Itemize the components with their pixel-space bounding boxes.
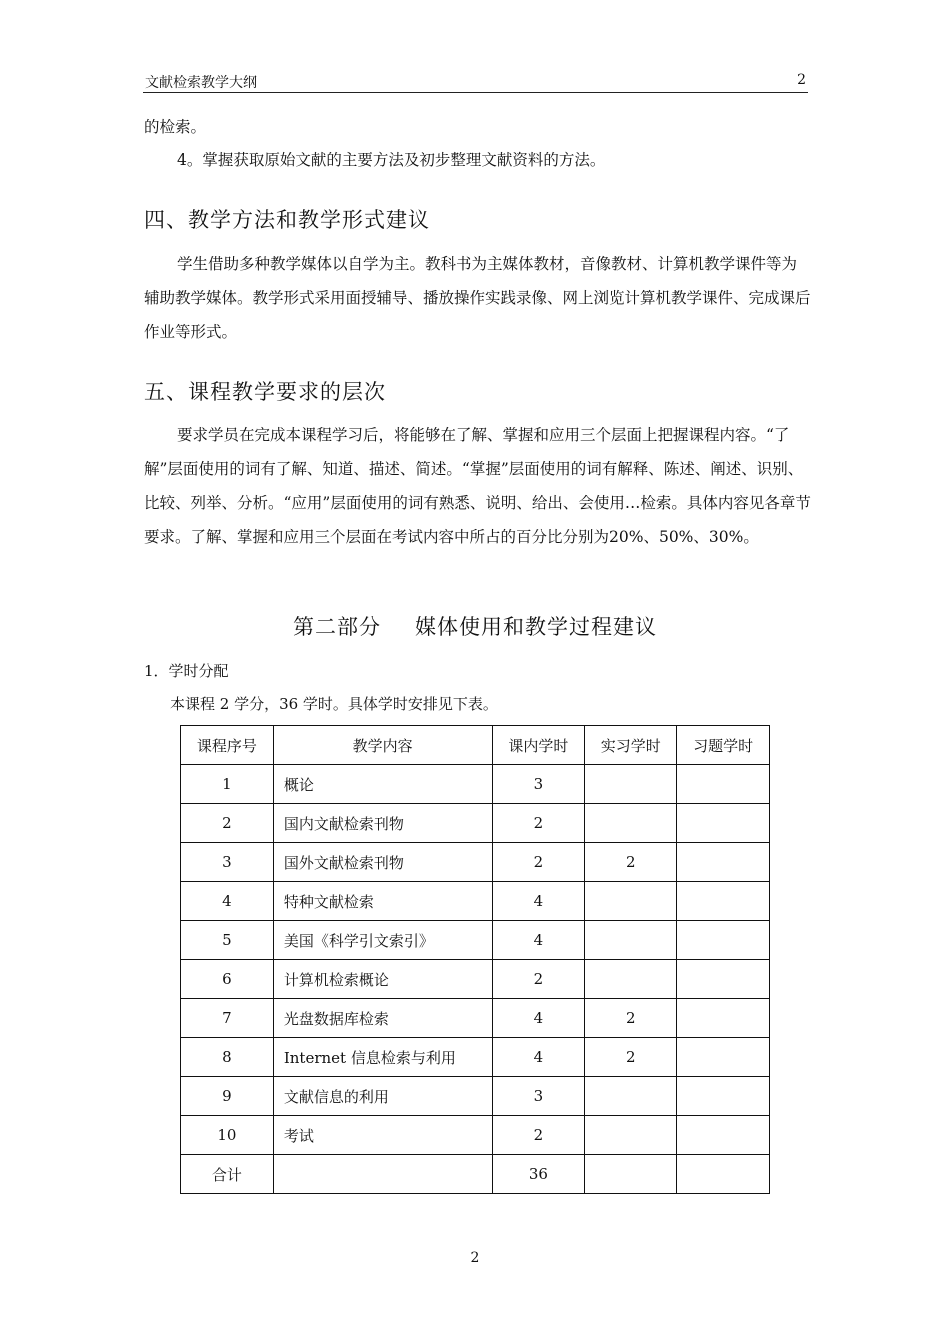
col-header-seq: 课程序号 — [181, 726, 274, 765]
cell-seq: 8 — [181, 1038, 274, 1077]
cell-content: 国内文献检索刊物 — [273, 804, 492, 843]
cell-exercise-hours — [677, 1077, 770, 1116]
part-2-label: 第二部分 — [293, 615, 381, 639]
section-5-body: 要求学员在完成本课程学习后，将能够在了解、掌握和应用三个层面上把握课程内容。“了解”层面使用的词有了解、知道、描述、简述。“掌握”层面使用的词有解释、陈述、阐述、识别、比较、列举、分析。“应用”层面使用的词有熟悉、说明、给出、会使用…检索。具体内容见各章节要求。了解、掌握和应用三个层面在考试内容中所占的百分比分别为20%、50%、30%。 — [144, 426, 811, 546]
cell-exercise-hours — [677, 1116, 770, 1155]
cell-seq: 4 — [181, 882, 274, 921]
cell-content: 文献信息的利用 — [273, 1077, 492, 1116]
table-row — [181, 1077, 770, 1116]
cell-practice-hours — [585, 765, 677, 804]
cell-content — [273, 1155, 492, 1194]
section-4-heading: 四、教学方法和教学形式建议 — [144, 208, 430, 232]
section-5-heading: 五、课程教学要求的层次 — [144, 380, 386, 404]
cell-content: 特种文献检索 — [273, 882, 492, 921]
page-footer-number: 2 — [470, 1250, 480, 1266]
cell-content: 概论 — [273, 765, 492, 804]
cell-class-hours: 4 — [492, 921, 585, 960]
cell-practice-hours: 2 — [585, 843, 677, 882]
col-header-exercise-hours: 习题学时 — [677, 726, 770, 765]
cell-exercise-hours — [677, 960, 770, 999]
col-header-class-hours: 课内学时 — [492, 726, 585, 765]
cell-seq: 10 — [181, 1116, 274, 1155]
cell-practice-hours: 2 — [585, 1038, 677, 1077]
table-row — [181, 765, 770, 804]
cell-practice-hours — [585, 1077, 677, 1116]
cell-content: 美国《科学引文索引》 — [273, 921, 492, 960]
cell-practice-hours — [585, 960, 677, 999]
cell-class-hours: 2 — [492, 843, 585, 882]
cell-seq: 1 — [181, 765, 274, 804]
cell-practice-hours — [585, 882, 677, 921]
cell-practice-hours — [585, 1116, 677, 1155]
cell-class-hours: 2 — [492, 804, 585, 843]
cell-exercise-hours — [677, 999, 770, 1038]
cell-content: Internet 信息检索与利用 — [273, 1038, 492, 1077]
cell-seq: 2 — [181, 804, 274, 843]
col-header-content: 教学内容 — [273, 726, 492, 765]
cell-exercise-hours — [677, 1038, 770, 1077]
table-row — [181, 1116, 770, 1155]
cell-class-hours: 2 — [492, 960, 585, 999]
cell-exercise-hours — [677, 921, 770, 960]
cell-class-hours: 4 — [492, 1038, 585, 1077]
schedule-table — [180, 725, 770, 1194]
cell-practice-hours — [585, 1155, 677, 1194]
cell-exercise-hours — [677, 1155, 770, 1194]
cell-content: 计算机检索概论 — [273, 960, 492, 999]
cell-seq: 6 — [181, 960, 274, 999]
cell-class-hours: 3 — [492, 765, 585, 804]
cell-content: 国外文献检索刊物 — [273, 843, 492, 882]
cell-seq: 7 — [181, 999, 274, 1038]
intro-line-1: 的检索。 — [144, 118, 207, 136]
cell-practice-hours: 2 — [585, 999, 677, 1038]
cell-exercise-hours — [677, 882, 770, 921]
table-row — [181, 843, 770, 882]
cell-content: 考试 — [273, 1116, 492, 1155]
cell-class-hours: 4 — [492, 999, 585, 1038]
table-total-row — [181, 1155, 770, 1194]
table-row — [181, 882, 770, 921]
part-2-heading — [0, 611, 950, 641]
cell-content: 光盘数据库检索 — [273, 999, 492, 1038]
table-row — [181, 999, 770, 1038]
intro-line-2: 4。掌握获取原始文献的主要方法及初步整理文献资料的方法。 — [177, 151, 606, 169]
table-row — [181, 960, 770, 999]
table-row — [181, 921, 770, 960]
cell-practice-hours — [585, 804, 677, 843]
cell-class-hours: 4 — [492, 882, 585, 921]
table-row — [181, 1038, 770, 1077]
cell-exercise-hours — [677, 843, 770, 882]
cell-class-hours: 3 — [492, 1077, 585, 1116]
cell-class-hours: 2 — [492, 1116, 585, 1155]
header-page-number: 2 — [797, 72, 806, 88]
table-row — [181, 804, 770, 843]
header-title: 文献检索教学大纲 — [145, 75, 257, 91]
cell-exercise-hours — [677, 804, 770, 843]
cell-seq: 3 — [181, 843, 274, 882]
cell-total-class-hours: 36 — [492, 1155, 585, 1194]
cell-seq: 5 — [181, 921, 274, 960]
hours-heading: 1．学时分配 — [144, 662, 229, 680]
col-header-practice-hours: 实习学时 — [585, 726, 677, 765]
table-header-row — [181, 726, 770, 765]
part-2-title: 媒体使用和教学过程建议 — [415, 615, 657, 639]
cell-exercise-hours — [677, 765, 770, 804]
cell-seq: 9 — [181, 1077, 274, 1116]
cell-total-label: 合计 — [181, 1155, 274, 1194]
cell-practice-hours — [585, 921, 677, 960]
section-4-body: 学生借助多种教学媒体以自学为主。教科书为主媒体教材，音像教材、计算机教学课件等为辅助教学媒体。教学形式采用面授辅导、播放操作实践录像、网上浏览计算机教学课件、完成课后作业等形式。 — [144, 255, 811, 341]
page-header — [143, 70, 808, 93]
hours-intro: 本课程 2 学分，36 学时。具体学时安排见下表。 — [170, 695, 498, 713]
